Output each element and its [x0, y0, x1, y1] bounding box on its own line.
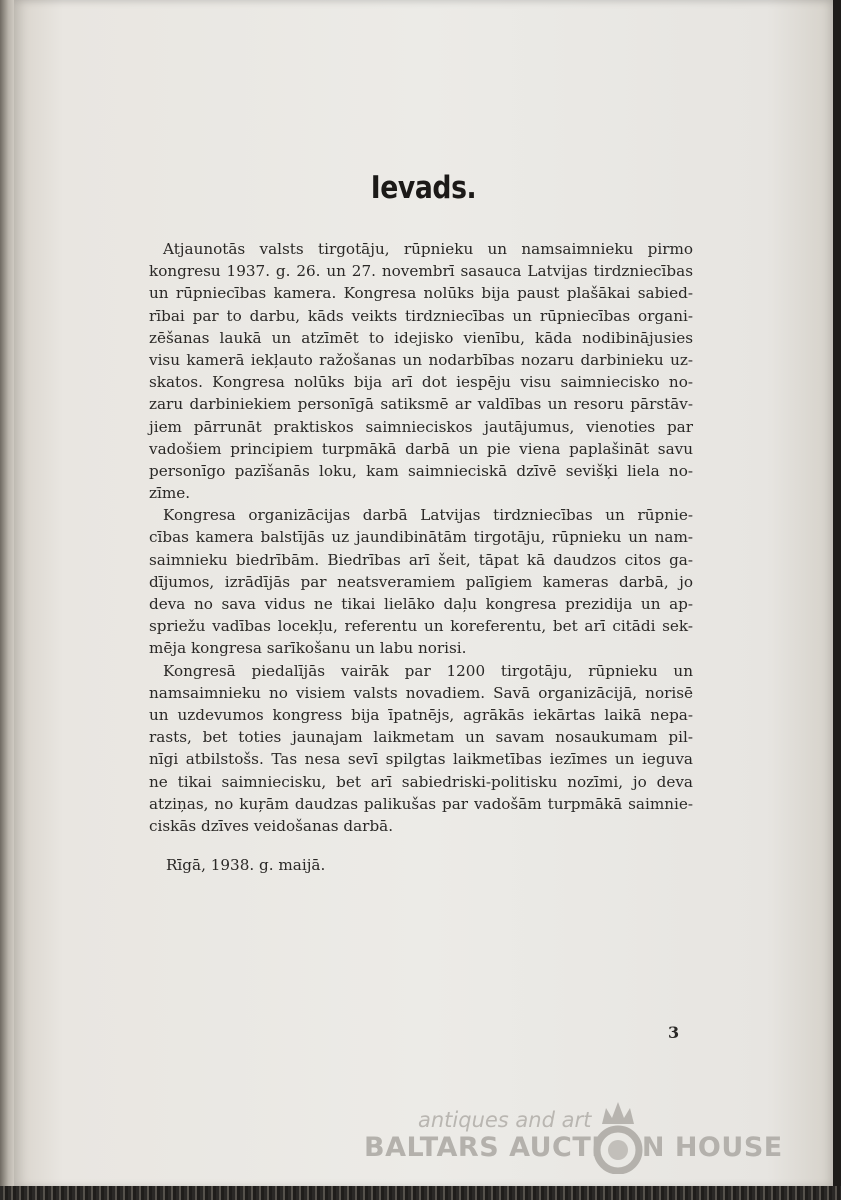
text-line: Kongresā piedalījās vairāk par 1200 tirgotāju, rūpnieku un — [163, 661, 693, 680]
text-line: zēšanas laukā un atzīmēt to idejisko vienību, kāda nodibinājusies — [149, 328, 693, 347]
book-spine-edge — [0, 0, 14, 1200]
text-line: rasts, bet toties jaunajam laikmetam un savam nosaukumam pil- — [149, 728, 693, 747]
text-line: dījumos, izrādījās par neatsveramiem palīgiem kameras darbā, jo — [149, 572, 693, 591]
page-number: 3 — [668, 1023, 680, 1042]
text-line: ciskās dzīves veidošanas darbā. — [149, 816, 394, 835]
text-line: ne tikai saimniecisku, bet arī sabiedriski-politisku nozīmi, jo deva — [149, 772, 693, 791]
text-line: namsaimnieku no visiem valsts novadiem. Savā organizācijā, norisē — [149, 683, 693, 702]
text-line: Atjaunotās valsts tirgotāju, rūpnieku un namsaimnieku pirmo — [163, 240, 693, 258]
text-line: rībai par to darbu, kāds veikts tirdzniecības un rūpniecības organi- — [149, 306, 693, 325]
text-line: Kongresa organizācijas darbā Latvijas tirdzniecības un rūpnie- — [163, 506, 693, 525]
text-line: zīme. — [149, 484, 191, 503]
text-line: visu kamerā iekļauto ražošanas un nodarbības nozaru darbinieku uz- — [149, 350, 693, 369]
paper-page — [14, 0, 833, 1188]
text-line: zaru darbiniekiem personīgā satiksmē ar valdības un resoru pārstāv- — [149, 395, 693, 414]
text-line: kongresu 1937. g. 26. un 27. novembrī sasauca Latvijas tirdzniecības — [149, 262, 693, 281]
text-line: deva no sava vidus ne tikai lielāko daļu kongresa prezidija un ap- — [149, 595, 693, 613]
page-title: Ievads. — [370, 170, 477, 206]
text-line: mēja kongresa sarīkošanu un labu norisi. — [149, 639, 467, 658]
auction-watermark — [14, 1108, 833, 1178]
text-line: un uzdevumos kongress bija īpatnējs, agrākās iekārtas laikā nepa- — [149, 705, 693, 724]
text-line: skatos. Kongresa nolūks bija arī dot iespēju visu saimniecisko no- — [149, 373, 693, 392]
signoff-date: Rīgā, 1938. g. maijā. — [166, 856, 326, 874]
crown-coin-icon — [588, 1098, 648, 1174]
text-line: spriežu vadības locekļu, referentu un koreferentu, bet arī citādi sek- — [149, 617, 693, 636]
text-line: saimnieku biedrībām. Biedrības arī šeit, tāpat kā daudzos citos ga- — [149, 550, 693, 569]
body-text — [149, 238, 693, 837]
text-line: atziņas, no kuŗām daudzas palikušas par vadošām turpmākā saimnie- — [149, 794, 693, 813]
scan-bottom-edge — [0, 1186, 841, 1200]
watermark-name-part2: N HOUSE — [641, 1132, 783, 1163]
text-line: jiem pārrunāt praktiskos saimnieciskos jautājumus, vienoties par — [149, 417, 693, 436]
text-line: un rūpniecības kamera. Kongresa nolūks bija paust plašākai sabied- — [149, 284, 693, 303]
text-line: personīgo pazīšanās loku, kam saimnieciskā dzīvē sevišķi liela no- — [149, 461, 693, 480]
text-line: cības kamera balstījās uz jaundibinātām tirgotāju, rūpnieku un nam- — [149, 528, 693, 547]
watermark-tagline: antiques and art — [418, 1108, 592, 1132]
watermark-name — [364, 1132, 783, 1163]
text-line: nīgi atbilstošs. Tas nesa sevī spilgtas laikmetības iezīmes un ieguva — [149, 750, 693, 769]
watermark-name-part1: BALTARS AUCTI — [364, 1132, 602, 1163]
text-line: vadošiem principiem turpmākā darbā un pie viena paplašināt savu — [149, 439, 693, 458]
